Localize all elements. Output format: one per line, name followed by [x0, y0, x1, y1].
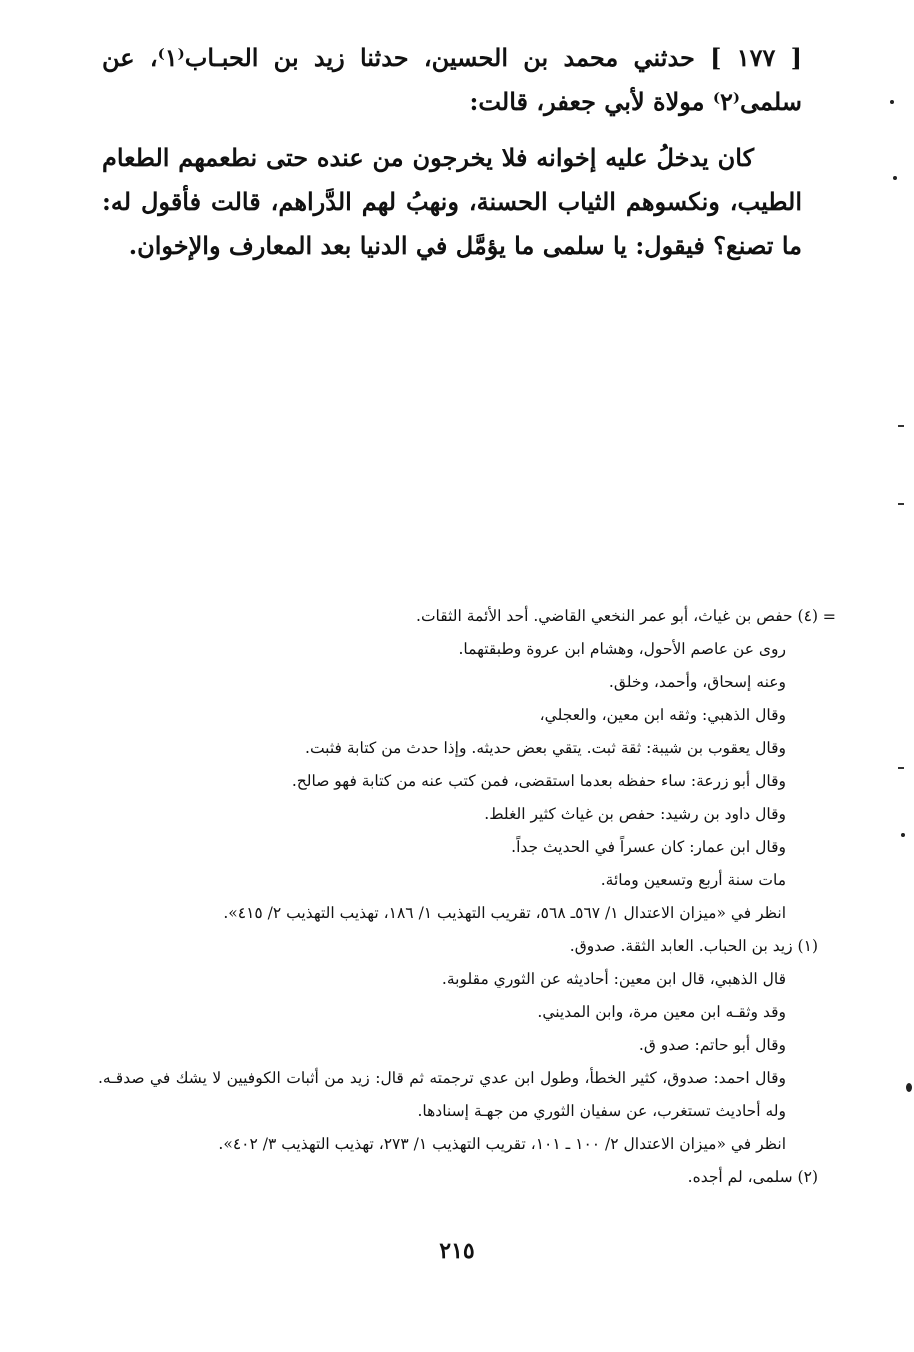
footnote-line: وقال ابن عمار: كان عسراً في الحديث جداً.	[511, 838, 786, 856]
footnote-line: وقال أبو زرعة: ساء حفظه بعدما استقضى، فمن كتب عنه من كتابة فهو صالح.	[291, 772, 786, 790]
scan-speck	[893, 176, 897, 180]
scan-speck	[890, 100, 894, 104]
footnote-reference-line: انظر في «ميزان الاعتدال ٢/ ١٠٠ ـ ١٠١، تقريب التهذيب ١/ ٢٧٣، تهذيب التهذيب ٣/ ٤٠٢».	[218, 1135, 786, 1153]
scan-speck	[906, 1083, 912, 1092]
footnote-line: وقال احمد: صدوق، كثير الخطأ، وطول ابن عدي ترجمته ثم قال: زيد من أثبات الكوفيين لا يشك في صدقـه. وله أحاديث تستغرب، عن سفيان الثوري من جهـة إسنادها.	[98, 1069, 786, 1120]
footnote-line: وقال أبو حاتم: صدو ق.	[638, 1036, 786, 1054]
footnote-line: وعنه إسحاق، وأحمد، وخلق.	[608, 673, 786, 691]
footnote-2-title: (٢) سلمى، لم أجده.	[687, 1168, 818, 1186]
hadith-heading: [ ١٧٧ ] حدثني محمد بن الحسين، حدثنا زيد بن الحبـاب⁽١⁾، عن سلمى⁽٢⁾ مولاة لأبي جعفر، قالت:	[102, 43, 803, 116]
footnote-line: وقد وثقـه ابن معين مرة، وابن المديني.	[537, 1003, 786, 1021]
footnote-continuation-mark: =	[822, 607, 836, 626]
footnote-reference-line: انظر في «ميزان الاعتدال ١/ ٥٦٧ـ ٥٦٨، تقريب التهذيب ١/ ١٨٦، تهذيب التهذيب ٢/ ٤١٥».	[223, 904, 786, 922]
footnote-line: قال الذهبي، قال ابن معين: أحاديثه عن الثوري مقلوبة.	[441, 970, 786, 988]
scan-speck	[901, 833, 905, 837]
footnote-line: روى عن عاصم الأحول، وهشام ابن عروة وطبقتهما.	[458, 640, 786, 658]
main-text	[102, 36, 802, 268]
footnote-line: وقال الذهبي: وثقه ابن معين، والعجلي،	[539, 706, 786, 724]
scan-speck	[898, 503, 904, 505]
footnote-4-title: (٤) حفص بن غياث، أبو عمر النخعي القاضي. أحد الأئمة الثقات.	[416, 607, 818, 625]
hadith-body: كان يدخلُ عليه إخوانه فلا يخرجون من عنده حتى نطعمهم الطعام الطيب، ونكسوهم الثياب الحسنة، ونهبُ لهم الدَّراهم، قالت فأقول له: ما تصنع؟ فيقول: يا سلمى ما يؤمَّل في الدنيا بعد المعارف والإخوان.	[102, 143, 802, 260]
scan-speck	[898, 767, 904, 769]
footnote-line: مات سنة أربع وتسعين ومائة.	[600, 871, 786, 889]
footnotes	[98, 600, 818, 1194]
footnote-1-title: (١) زيد بن الحباب. العابد الثقة. صدوق.	[569, 937, 818, 955]
scan-speck	[898, 425, 904, 427]
footnote-line: وقال داود بن رشيد: حفص بن غياث كثير الغلط.	[484, 805, 786, 823]
footnote-line: وقال يعقوب بن شيبة: ثقة ثبت. يتقي بعض حديثه. وإذا حدث من كتابة فثبت.	[305, 739, 786, 757]
page-number: ٢١٥	[439, 1238, 475, 1264]
